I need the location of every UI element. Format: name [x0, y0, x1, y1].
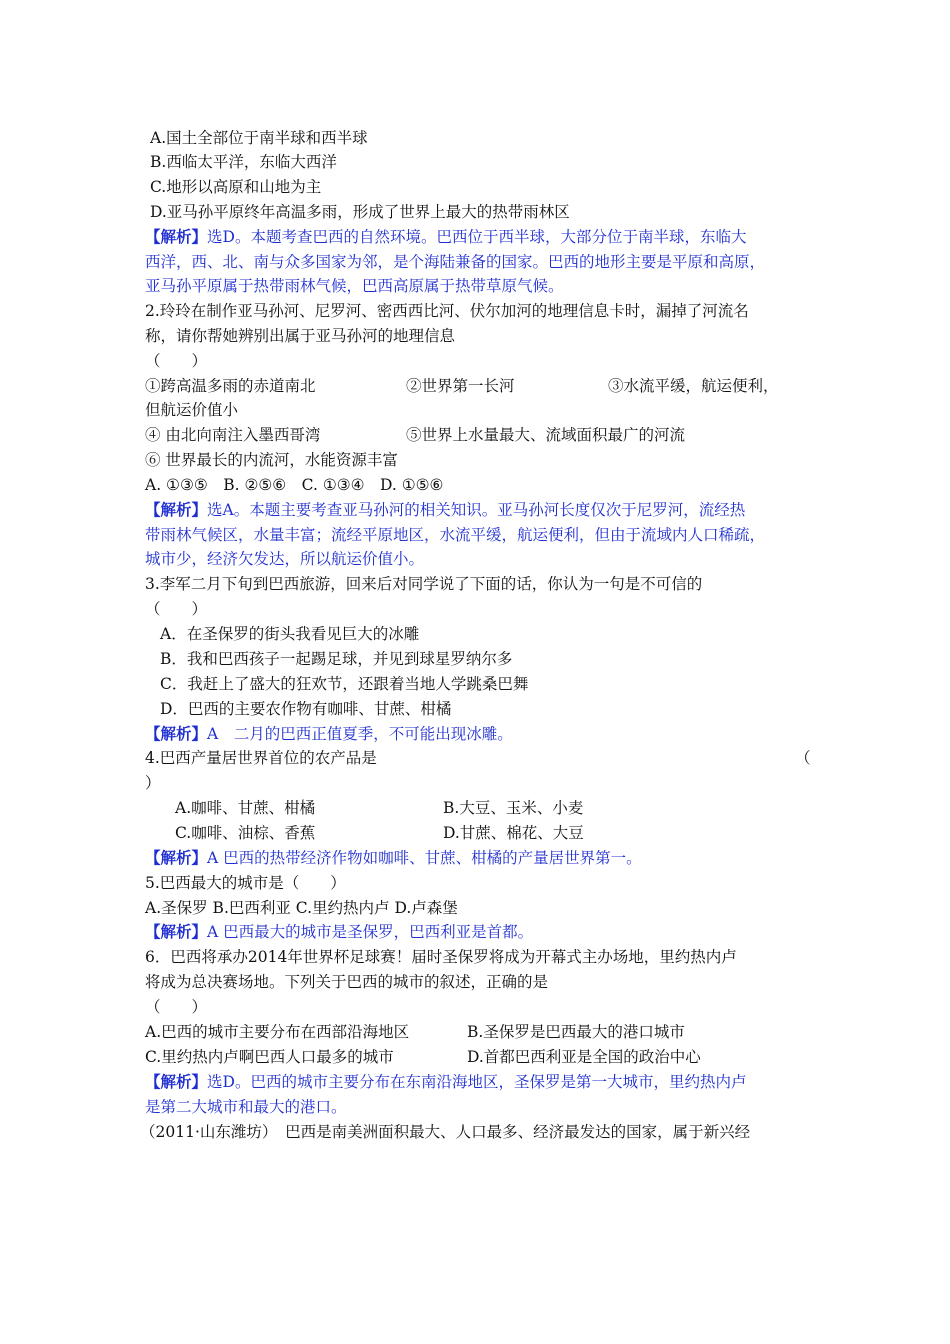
q2-stem-line-1: 2.玲玲在制作亚马孙河、尼罗河、密西西比河、伏尔加河的地理信息卡时，漏掉了河流名: [145, 302, 749, 320]
q2-stem-line-2: 称，请你帮她辨别出属于亚马孙河的地理信息: [145, 327, 456, 345]
q1-analysis-line-2: 西洋，西、北、南与众多国家为邻，是个海陆兼备的国家。巴西的地形主要是平原和高原，: [145, 253, 766, 271]
q4-paren-close: ）: [145, 774, 161, 792]
q1-option-c: C.地形以高原和山地为主: [150, 178, 322, 196]
q6-option-b: B.圣保罗是巴西最大的港口城市: [467, 1023, 685, 1041]
q1-analysis-line-1: [145, 225, 746, 249]
q2-analysis-line-2: 带雨林气候区，水量丰富；流经平原地区，水流平缓，航运便利，但由于流域内人口稀疏，: [145, 526, 766, 544]
q2-analysis-tag: 【解析】: [145, 500, 208, 519]
q1-analysis-tag: 【解析】: [145, 227, 208, 246]
q6-option-c: C.里约热内卢啊巴西人口最多的城市: [145, 1048, 394, 1066]
q1-analysis-line-3: 亚马孙平原属于热带雨林气候，巴西高原属于热带草原气候。: [145, 277, 564, 295]
q2-item-6: ⑥ 世界最长的内流河，水能资源丰富: [145, 451, 398, 469]
q2-item-4: ④ 由北向南注入墨西哥湾: [145, 426, 321, 444]
q6-stem-line-1: 6．巴西将承办2014年世界杯足球赛！届时圣保罗将成为开幕式主办场地，里约热内卢: [145, 948, 737, 966]
q1-analysis-text-1: 选D。本题考查巴西的自然环境。巴西位于西半球，大部分位于南半球，东临大: [207, 228, 747, 246]
q6-analysis-line-1: [145, 1070, 746, 1094]
q3-stem-line-1: 3.李军二月下旬到巴西旅游，回来后对同学说了下面的话，你认为一句是不可信的: [145, 575, 703, 593]
q1-option-b: B.西临太平洋，东临大西洋: [150, 153, 337, 171]
q4-analysis-tag: 【解析】: [145, 848, 208, 867]
q4-paren-open: （: [795, 749, 811, 767]
q5-stem: 5.巴西最大的城市是（ ）: [145, 874, 346, 892]
q5-analysis-tag: 【解析】: [145, 922, 208, 941]
q3-analysis: [145, 722, 513, 746]
q2-item-2: ②世界第一长河: [406, 377, 515, 395]
q4-option-d: D.甘蔗、棉花、大豆: [443, 824, 584, 842]
q3-option-a: A．在圣保罗的街头我看见巨大的冰雕: [160, 625, 420, 643]
q6-analysis-text-1: 选D。巴西的城市主要分布在东南沿海地区，圣保罗是第一大城市，里约热内卢: [207, 1073, 747, 1091]
q6-analysis-tag: 【解析】: [145, 1072, 208, 1091]
q2-analysis-text-1: 选A。本题主要考查亚马孙河的相关知识。亚马孙河长度仅次于尼罗河，流经热: [207, 501, 746, 519]
q2-item-5: ⑤世界上水量最大、流域面积最广的河流: [406, 426, 686, 444]
q2-analysis-line-3: 城市少，经济欠发达，所以航运价值小。: [145, 550, 425, 568]
q3-answer-paren: （ ）: [145, 600, 208, 618]
q6-option-d: D.首都巴西利亚是全国的政治中心: [467, 1048, 701, 1066]
q4-stem: 4.巴西产量居世界首位的农产品是: [145, 749, 377, 767]
q4-option-b: B.大豆、玉米、小麦: [443, 799, 584, 817]
q3-analysis-text: A 二月的巴西正值夏季，不可能出现冰雕。: [207, 725, 513, 743]
q4-option-c: C.咖啡、油棕、香蕉: [175, 824, 316, 842]
q1-option-d: D.亚马孙平原终年高温多雨，形成了世界上最大的热带雨林区: [150, 203, 570, 221]
q2-item-3: ③水流平缓，航运便利，: [608, 377, 779, 395]
q6-stem-line-2: 将成为总决赛场地。下列关于巴西的城市的叙述，正确的是: [145, 973, 549, 991]
q2-item-1: ①跨高温多雨的赤道南北: [145, 377, 316, 395]
q2-item-3-cont: 但航运价值小: [145, 401, 239, 419]
q6-option-a: A.巴西的城市主要分布在西部沿海地区: [145, 1023, 410, 1041]
q3-option-b: B．我和巴西孩子一起踢足球，并见到球星罗纳尔多: [160, 650, 513, 668]
q3-analysis-tag: 【解析】: [145, 724, 208, 743]
q6-answer-paren: （ ）: [145, 998, 208, 1016]
q5-analysis: [145, 920, 533, 944]
q1-option-a: A.国土全部位于南半球和西半球: [150, 129, 368, 147]
q5-options: A.圣保罗 B.巴西利亚 C.里约热内卢 D.卢森堡: [145, 899, 458, 917]
q2-analysis-line-1: [145, 498, 745, 522]
q7-intro: （2011·山东潍坊） 巴西是南美洲面积最大、人口最多、经济最发达的国家，属于新兴经: [140, 1123, 751, 1141]
q3-option-d: D．巴西的主要农作物有咖啡、甘蔗、柑橘: [160, 700, 452, 718]
q2-answer-paren: （ ）: [145, 352, 208, 370]
q2-options: A. ①③⑤ B. ②⑤⑥ C. ①③④ D. ①⑤⑥: [145, 476, 444, 494]
q5-analysis-text: A 巴西最大的城市是圣保罗，巴西利亚是首都。: [207, 923, 534, 941]
q4-option-a: A.咖啡、甘蔗、柑橘: [175, 799, 316, 817]
q4-analysis: [145, 846, 642, 870]
q4-analysis-text: A 巴西的热带经济作物如咖啡、甘蔗、柑橘的产量居世界第一。: [207, 849, 642, 867]
q3-option-c: C．我赶上了盛大的狂欢节，还跟着当地人学跳桑巴舞: [160, 675, 529, 693]
q6-analysis-line-2: 是第二大城市和最大的港口。: [145, 1098, 347, 1116]
